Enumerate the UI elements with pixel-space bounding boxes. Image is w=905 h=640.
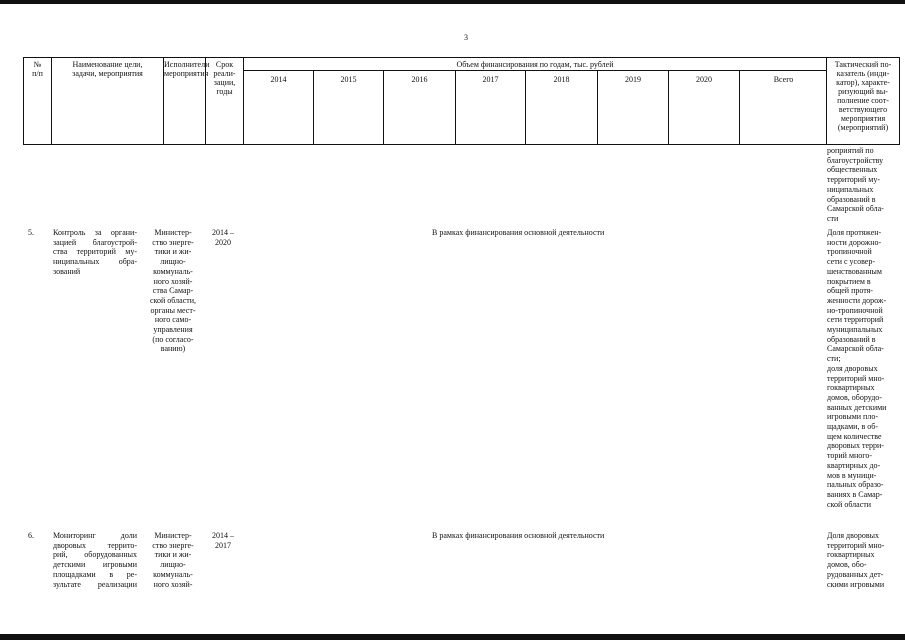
text-line: но-тропиночной [827,305,883,315]
text-line: ванию) [160,344,186,354]
text-line: коммуналь- [153,266,193,276]
row-5-executors [143,228,203,354]
text-line: ного хозяй- [153,276,193,286]
text-line: зультате реализации [53,579,137,589]
text-line: дворовых терри- [827,441,884,451]
text-line: общей протя- [827,286,873,296]
text-line: гоквартирных [827,383,875,393]
text-line: детскими игровыми [53,560,137,570]
text-line: сети территорий [827,315,884,325]
text-line: квартирных до- [827,460,881,470]
scan-top-border [0,0,905,4]
text-line: Срок [215,60,234,69]
text-line: сти; [827,354,841,364]
text-line: Тактический по- [834,60,892,69]
year-2020: 2020 [669,71,740,145]
text-line: благоустройству [827,155,884,165]
text-line: реали- [213,69,236,78]
text-line: п/п [32,69,43,78]
text-line: Министер- [154,228,192,237]
text-line: покрытием в [827,276,871,286]
text-line: зацией благоустрой- [53,237,137,247]
text-line: сти [827,213,839,223]
text-line: тики и жи- [154,247,192,257]
table-header [23,57,900,145]
text-line: шенствованным [827,266,882,276]
text-line: Мониторинг доли [53,531,137,540]
text-line: игровыми пло- [827,412,878,422]
text-line: общественных [827,165,878,175]
text-line: площадками в ре- [53,569,137,579]
text-line: Исполнители [164,60,210,69]
text-line: 2017 [215,540,231,550]
text-line: 2014 – [212,228,234,237]
text-line: годы [216,87,233,96]
text-line: ризующий вы- [838,87,888,96]
text-line: Самарской обла- [827,344,884,354]
text-line: торий много- [827,451,873,461]
text-line: Доля дворовых [827,531,879,540]
text-line: роприятий по [827,146,874,155]
text-line: гоквартирных [827,550,875,560]
text-line: домов, обо- [827,560,867,570]
text-line: лищно- [160,257,186,267]
text-line: зований [53,266,81,276]
text-line: скими игровыми [827,579,885,589]
text-line: (мероприятий) [837,123,889,132]
text-line: ниципальных обра- [53,257,137,267]
text-line: катор), характе- [836,78,890,87]
text-line: ства Самар- [152,286,194,296]
text-line: ской области, [149,295,197,305]
years-row [244,71,827,145]
header-name [52,58,164,144]
text-line: мероприятия [164,69,209,78]
text-line: тики и жи- [154,550,192,560]
text-line: ства территорий му- [53,247,137,257]
text-line: ного хозяй- [153,579,193,589]
text-line: тропиночной [827,247,872,257]
text-line: ного само- [154,315,192,325]
text-line: 2014 – [212,531,234,540]
text-line: территорий мно- [827,540,885,550]
row-6-num: 6. [28,531,34,540]
text-line: 2020 [215,237,231,247]
text-line: (по согласо- [152,334,194,344]
row-5-term [205,228,241,247]
text-line: органы мест- [150,305,196,315]
page-number: 3 [464,33,468,42]
text-line: казатель (инди- [836,69,890,78]
text-line: ской области [827,499,872,509]
year-2014: 2014 [244,71,314,145]
year-2016: 2016 [384,71,456,145]
text-line: женности дорож- [827,295,887,305]
year-2018: 2018 [526,71,598,145]
header-executors [164,58,210,144]
year-total: Всего [773,75,794,84]
text-line: ство энерге- [152,540,194,550]
text-line: зации, [213,78,236,87]
text-line: Министер- [154,531,192,540]
row-5-indicator [827,228,899,509]
text-line: пальных образо- [827,480,884,490]
text-line: территорий му- [827,175,881,185]
text-line: управления [153,325,193,335]
text-line: лищно- [160,560,186,570]
text-line: ванных детскими [827,402,887,412]
text-line: муниципальных [827,325,883,335]
row-6-term [205,531,241,550]
text-line: коммуналь- [153,569,193,579]
text-line: рудованных дет- [827,569,884,579]
row-5-num: 5. [28,228,34,237]
text-line: ниципальных [827,184,874,194]
scan-bottom-border [0,634,905,640]
text-line: домов, оборудо- [827,392,882,402]
row-6-financing: В рамках финансирования основной деятельности [432,531,605,540]
header-num [24,58,52,144]
header-indicator [827,58,899,144]
text-line: Контроль за органи- [53,228,137,237]
continued-indicator [827,146,899,224]
text-line: сети с усовер- [827,257,876,267]
text-line: задачи, мероприятия [72,69,143,78]
text-line: рий, оборудованных [53,550,137,560]
text-line: щадками, в об- [827,422,878,432]
text-line: образований в [827,194,876,204]
text-line: дворовых террито- [53,540,137,550]
text-line: щем количестве [827,431,882,441]
row-5-financing: В рамках финансирования основной деятельности [432,228,605,237]
text-line: Самарской обла- [827,204,884,214]
year-2019: 2019 [598,71,669,145]
header-term [206,58,244,144]
year-2017: 2017 [456,71,526,145]
text-line: Доля протяжен- [827,228,882,237]
text-line: образований в [827,334,876,344]
text-line: полнение соот- [837,96,889,105]
text-line: № [33,60,42,69]
year-2015: 2015 [314,71,384,145]
row-5-name [53,228,137,277]
financing-title: Объем финансирования по годам, тыс. рублей [456,60,614,69]
text-line: доля дворовых [827,363,878,373]
text-line: ваниях в Самар- [827,489,883,499]
row-6-name [53,531,137,589]
row-6-indicator [827,531,899,589]
text-line: ство энерге- [152,237,194,247]
text-line: ветствующего [838,105,888,114]
row-6-executors [143,531,203,589]
text-line: Наименование цели, [72,60,143,69]
text-line: ности дорожно- [827,237,882,247]
text-line: мероприятия [840,114,886,123]
text-line: территорий мно- [827,373,885,383]
text-line: мов в муници- [827,470,877,480]
